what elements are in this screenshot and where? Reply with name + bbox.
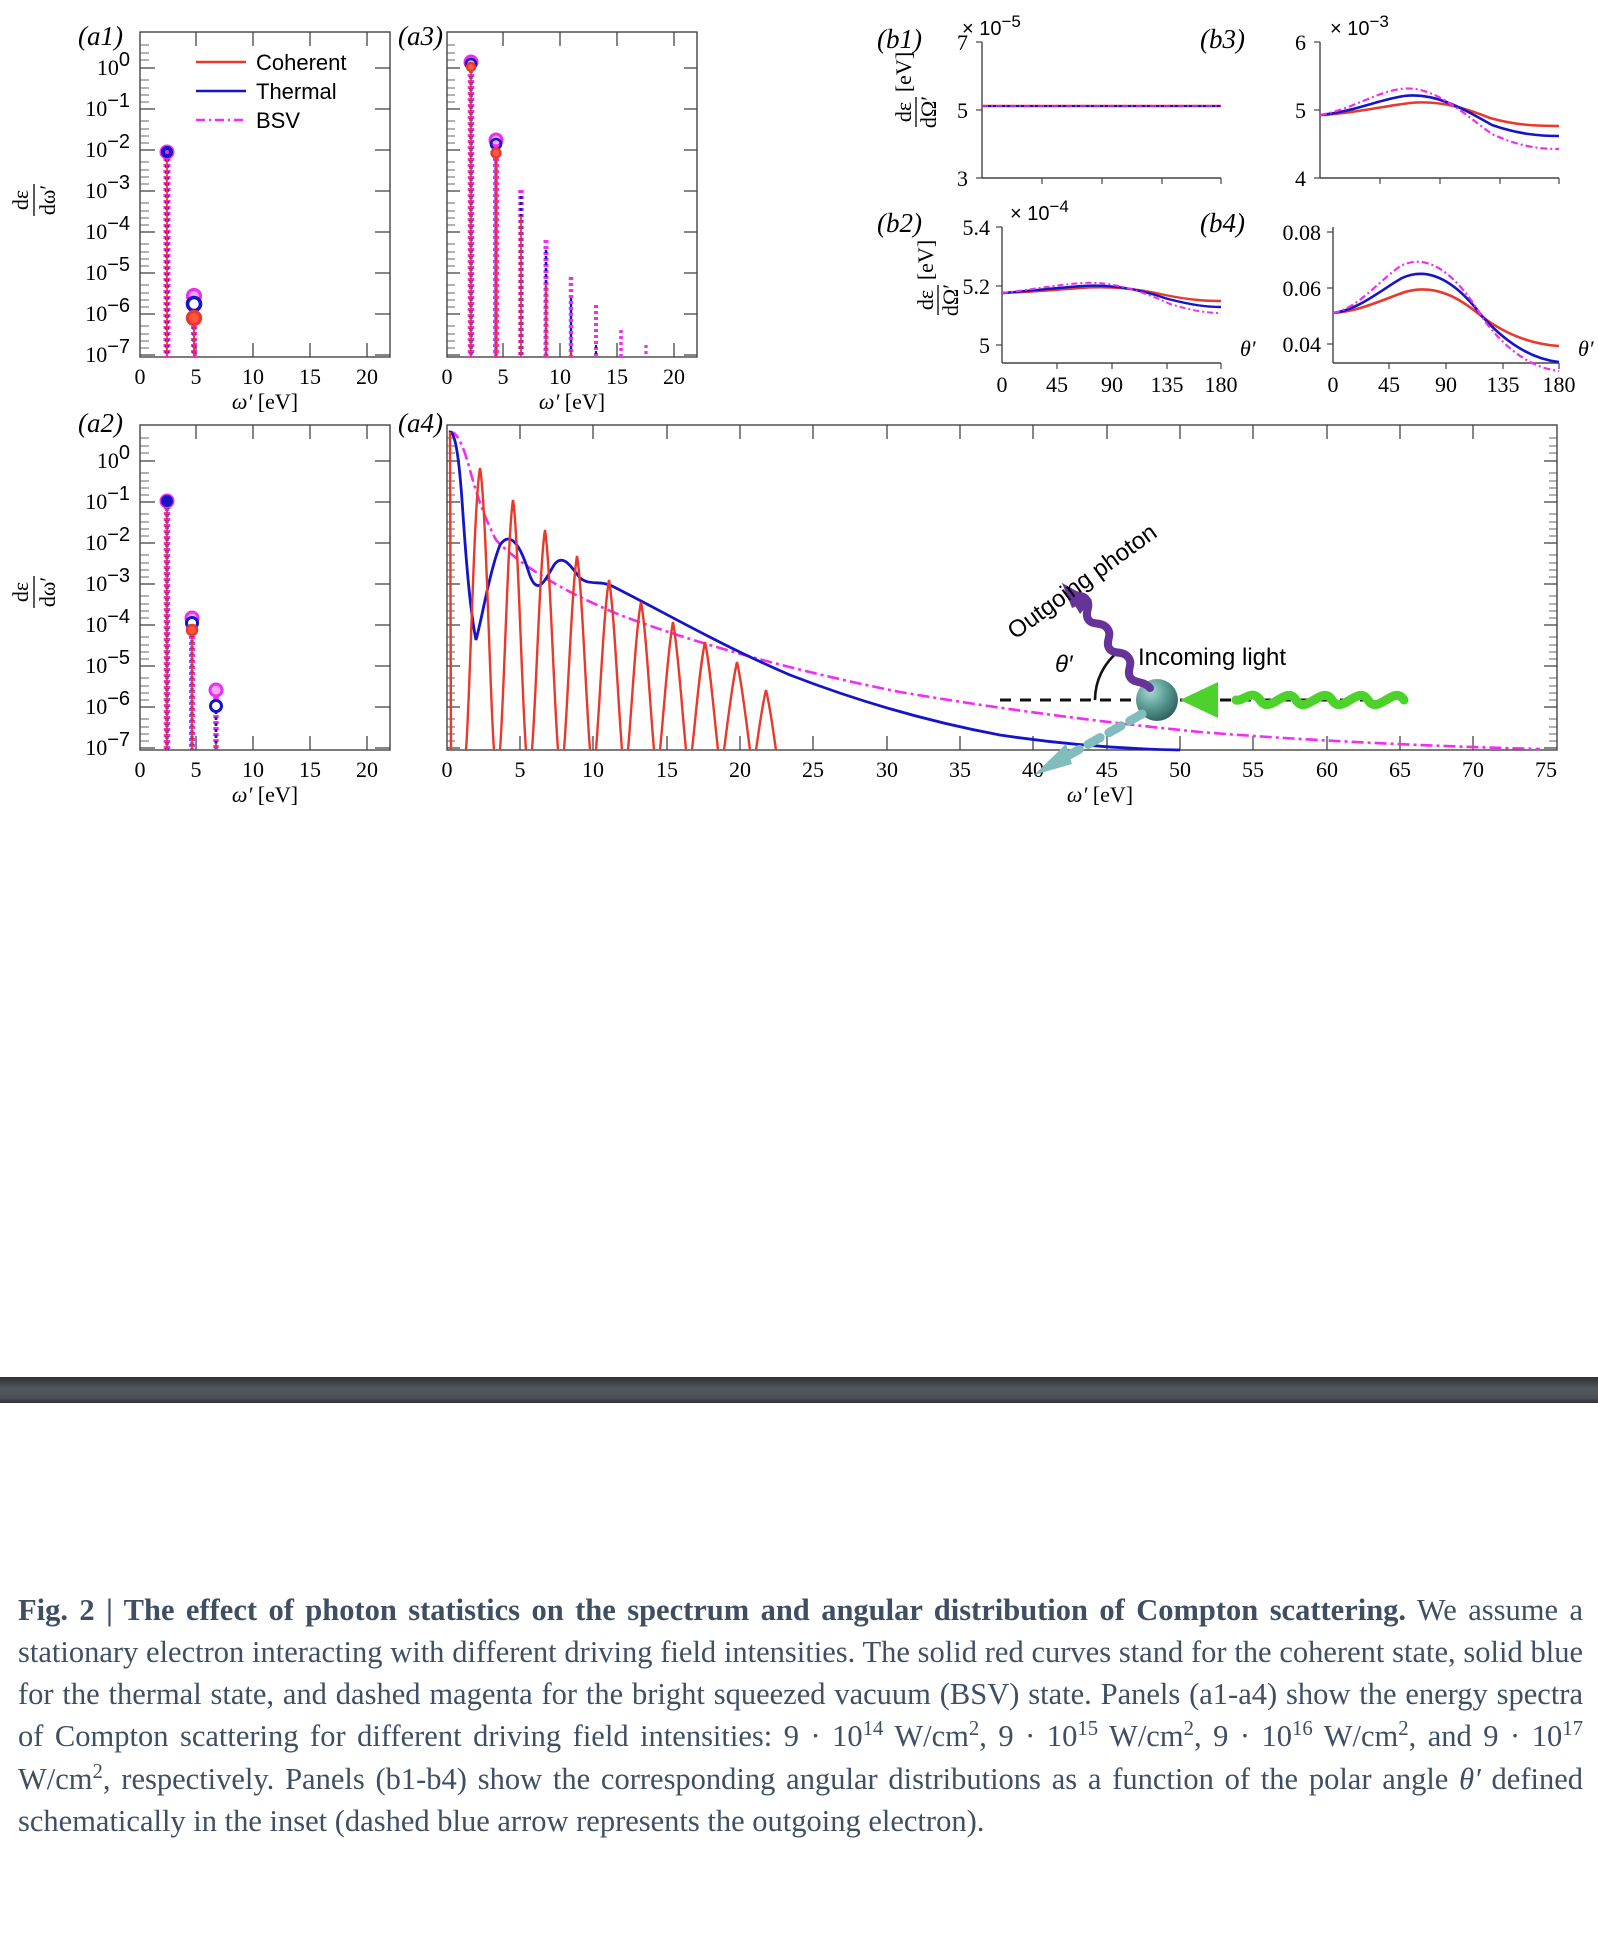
b2-ytick-5: 5 [979, 333, 990, 358]
b4-ytick-006: 0.06 [1282, 276, 1321, 301]
a4-xtick-70: 70 [1462, 757, 1484, 782]
a3-data [465, 56, 646, 357]
a2-ytick-0: 100 [96, 442, 130, 473]
a2-xaxis-label: ω′ [eV] [231, 782, 299, 807]
caption-expsq-3: 2 [1398, 1718, 1409, 1741]
a2-xtick-20: 20 [356, 757, 378, 782]
svg-text:dω′: dω′ [35, 184, 60, 216]
panel-b3-label: (b3) [1200, 24, 1245, 54]
caption-expsq-1: 2 [968, 1718, 980, 1741]
panel-a2-label: (a2) [78, 408, 123, 438]
a1-ytick-1: 10−1 [85, 90, 130, 121]
b1-ytick-3: 3 [957, 166, 968, 191]
svg-text:dΩ′: dΩ′ [916, 95, 941, 129]
panel-a4-label: (a4) [398, 408, 443, 438]
a2-ytick-4: 10−4 [85, 606, 130, 637]
caption-body-5: , 9 · 10 [1193, 1719, 1292, 1754]
b3-ytick-5: 5 [1295, 98, 1306, 123]
b1-ytick-7: 7 [957, 30, 968, 55]
a1-data [161, 146, 201, 357]
a4-xtick-15: 15 [656, 757, 678, 782]
a1-ytick-4: 10−4 [85, 213, 130, 244]
outgoing-photon-label: Outgoing photon [1002, 518, 1163, 645]
b3-curves [1320, 88, 1559, 149]
b2-xtick-45: 45 [1046, 372, 1068, 397]
b2-ytick-52: 5.2 [962, 274, 990, 299]
a1-ytick-2: 10−2 [85, 131, 130, 162]
legend-label-thermal: Thermal [256, 79, 337, 104]
a1-legend [196, 50, 347, 133]
a4-xtick-20: 20 [729, 757, 751, 782]
caption-body-2: W/cm [883, 1719, 969, 1754]
b2-xtick-90: 90 [1101, 372, 1123, 397]
scattering-schematic [1000, 519, 1405, 775]
a4-xtick-35: 35 [949, 757, 971, 782]
caption-body-8: W/cm [18, 1762, 93, 1797]
svg-text:dΩ′: dΩ′ [938, 283, 963, 317]
b2-xtick-0: 0 [996, 372, 1008, 397]
b3-exponent: × $10^{-3}$ [1330, 12, 1389, 40]
caption-body-10: defined schematically in the inset (dashed blue arrow represents the outgoing electron). [18, 1762, 1583, 1839]
b2-xtick-180: 180 [1204, 372, 1238, 397]
b4-curves [1333, 262, 1559, 371]
a1-ytick-0: 100 [96, 49, 130, 80]
b2-curves [1002, 283, 1221, 313]
a4-xtick-30: 30 [876, 757, 898, 782]
a3-xtick-20: 20 [663, 364, 685, 389]
a2-xtick-5: 5 [190, 757, 202, 782]
a4-xtick-50: 50 [1169, 757, 1191, 782]
b4-ytick-004: 0.04 [1282, 332, 1321, 357]
b4-xtick-0: 0 [1327, 372, 1339, 397]
a2-ytick-5: 10−5 [85, 647, 130, 678]
a4-xtick-40: 40 [1022, 757, 1044, 782]
section-separator-bar [0, 1377, 1598, 1403]
svg-text:dε: dε [891, 101, 916, 123]
panel-b1-label: (b1) [877, 24, 922, 54]
caption-body-3: , 9 · 10 [979, 1719, 1078, 1754]
caption-expsq-4: 2 [92, 1761, 103, 1784]
caption-expsq-2: 2 [1183, 1718, 1194, 1741]
caption-theta: θ′ [1459, 1762, 1481, 1797]
b1-ytick-5: 5 [957, 98, 968, 123]
a4-xtick-25: 25 [802, 757, 824, 782]
b1-yaxis-label [891, 52, 941, 128]
caption-body-1: We assume a stationary electron interacting with different driving field intensities. The solid red curves stand for the coherent state, solid blue for the thermal state, and dashed magenta for the bright squeezed vacuum (BSV) state. Panels (a1-a4) show the energy spectra of Compton scattering for different driving field intensities: 9 · 10 [18, 1593, 1583, 1754]
a3-xtick-15: 15 [606, 364, 628, 389]
a1-xtick-15: 15 [299, 364, 321, 389]
a2-ytick-3: 10−3 [85, 565, 130, 596]
panel-a1-label: (a1) [78, 21, 123, 51]
a1-yaxis-label [8, 184, 60, 216]
a1-xaxis-label: ω′ [eV] [231, 389, 299, 414]
b1-exponent: × $10^{-5}$ [962, 12, 1021, 40]
a1-ytick-5: 10−5 [85, 254, 130, 285]
panel-b2-label: (b2) [877, 208, 922, 238]
a1-xtick-5: 5 [190, 364, 202, 389]
a2-ytick-7: 10−7 [85, 729, 130, 760]
a4-xtick-0: 0 [441, 757, 453, 782]
a1-xtick-20: 20 [356, 364, 378, 389]
incoming-light-arrow [1180, 682, 1404, 718]
a3-xtick-0: 0 [441, 364, 453, 389]
caption-exp-4: 17 [1562, 1718, 1583, 1741]
svg-text:dε: dε [8, 581, 33, 603]
b4-xtick-180: 180 [1542, 372, 1576, 397]
svg-text:dε: dε [8, 189, 33, 211]
b2-xtick-135: 135 [1150, 372, 1184, 397]
caption-exp-3: 16 [1292, 1718, 1313, 1741]
svg-text:[eV]: [eV] [891, 51, 916, 93]
b2-exponent: × $10^{-4}$ [1010, 197, 1069, 225]
a2-ytick-1: 10−1 [85, 483, 130, 514]
a1-xtick-10: 10 [242, 364, 264, 389]
incoming-light-label: Incoming light [1137, 644, 1287, 671]
caption-title: Fig. 2 | The effect of photon statistics on the spectrum and angular distribution of Compton scattering. [18, 1593, 1407, 1627]
a2-ytick-2: 10−2 [85, 524, 130, 555]
a3-xaxis-label: ω′ [eV] [538, 389, 606, 414]
a1-xtick-0: 0 [134, 364, 146, 389]
panel-a4 [398, 408, 1557, 807]
a3-xtick-5: 5 [497, 364, 509, 389]
a1-ytick-6: 10−6 [85, 295, 130, 326]
a1-ytick-3: 10−3 [85, 172, 130, 203]
a2-xtick-10: 10 [242, 757, 264, 782]
a2-ytick-6: 10−6 [85, 688, 130, 719]
caption-exp-2: 15 [1077, 1718, 1099, 1741]
a4-xtick-45: 45 [1096, 757, 1118, 782]
panel-b4 [1200, 208, 1595, 397]
svg-text:dω′: dω′ [35, 576, 60, 608]
a2-xtick-15: 15 [299, 757, 321, 782]
panel-b1 [877, 12, 1221, 191]
caption-body-4: W/cm [1098, 1719, 1184, 1754]
b4-xtick-135: 135 [1486, 372, 1520, 397]
a4-xtick-65: 65 [1389, 757, 1411, 782]
caption-exp-1: 14 [862, 1718, 884, 1741]
figure-caption [18, 1590, 1583, 1843]
a2-xtick-0: 0 [134, 757, 146, 782]
b4-xtick-90: 90 [1435, 372, 1457, 397]
b3-ytick-4: 4 [1295, 166, 1306, 191]
a2-data [161, 495, 222, 750]
svg-text:[eV]: [eV] [913, 239, 938, 281]
panel-a3-label: (a3) [398, 21, 443, 51]
panel-b4-label: (b4) [1200, 208, 1245, 238]
panel-a3 [398, 21, 697, 414]
caption-body-6: W/cm [1312, 1719, 1399, 1754]
a1-ytick-7: 10−7 [85, 336, 130, 367]
panel-b3 [1200, 12, 1559, 191]
angle-arc [1095, 651, 1119, 700]
a4-xtick-5: 5 [514, 757, 526, 782]
b2-yaxis-label [913, 240, 963, 316]
panel-a2 [8, 408, 390, 807]
a4-xaxis-label: ω′ [eV] [1066, 782, 1134, 807]
caption-body-7: , and 9 · 10 [1408, 1719, 1563, 1754]
a3-xtick-10: 10 [549, 364, 571, 389]
panel-a1 [8, 21, 390, 414]
angle-label: θ′ [1055, 651, 1073, 678]
b4-xtick-45: 45 [1378, 372, 1400, 397]
a4-xtick-75: 75 [1535, 757, 1557, 782]
legend-label-bsv: BSV [256, 108, 301, 133]
a4-xtick-60: 60 [1316, 757, 1338, 782]
b4-xaxis-label: θ′ [1578, 336, 1594, 361]
b4-ytick-008: 0.08 [1282, 220, 1321, 245]
outgoing-photon-label-group [1003, 519, 1162, 645]
b2-xaxis-label: θ′ [1240, 336, 1256, 361]
a2-yaxis-label [8, 576, 60, 608]
b3-ytick-6: 6 [1295, 30, 1306, 55]
a4-xtick-55: 55 [1242, 757, 1264, 782]
legend-label-coherent: Coherent [256, 50, 347, 75]
b2-ytick-54: 5.4 [962, 215, 990, 240]
caption-body-9: , respectively. Panels (b1-b4) show the corresponding angular distributions as a function of the polar angle [102, 1762, 1460, 1797]
a4-xtick-10: 10 [582, 757, 604, 782]
svg-text:dε: dε [913, 289, 938, 311]
